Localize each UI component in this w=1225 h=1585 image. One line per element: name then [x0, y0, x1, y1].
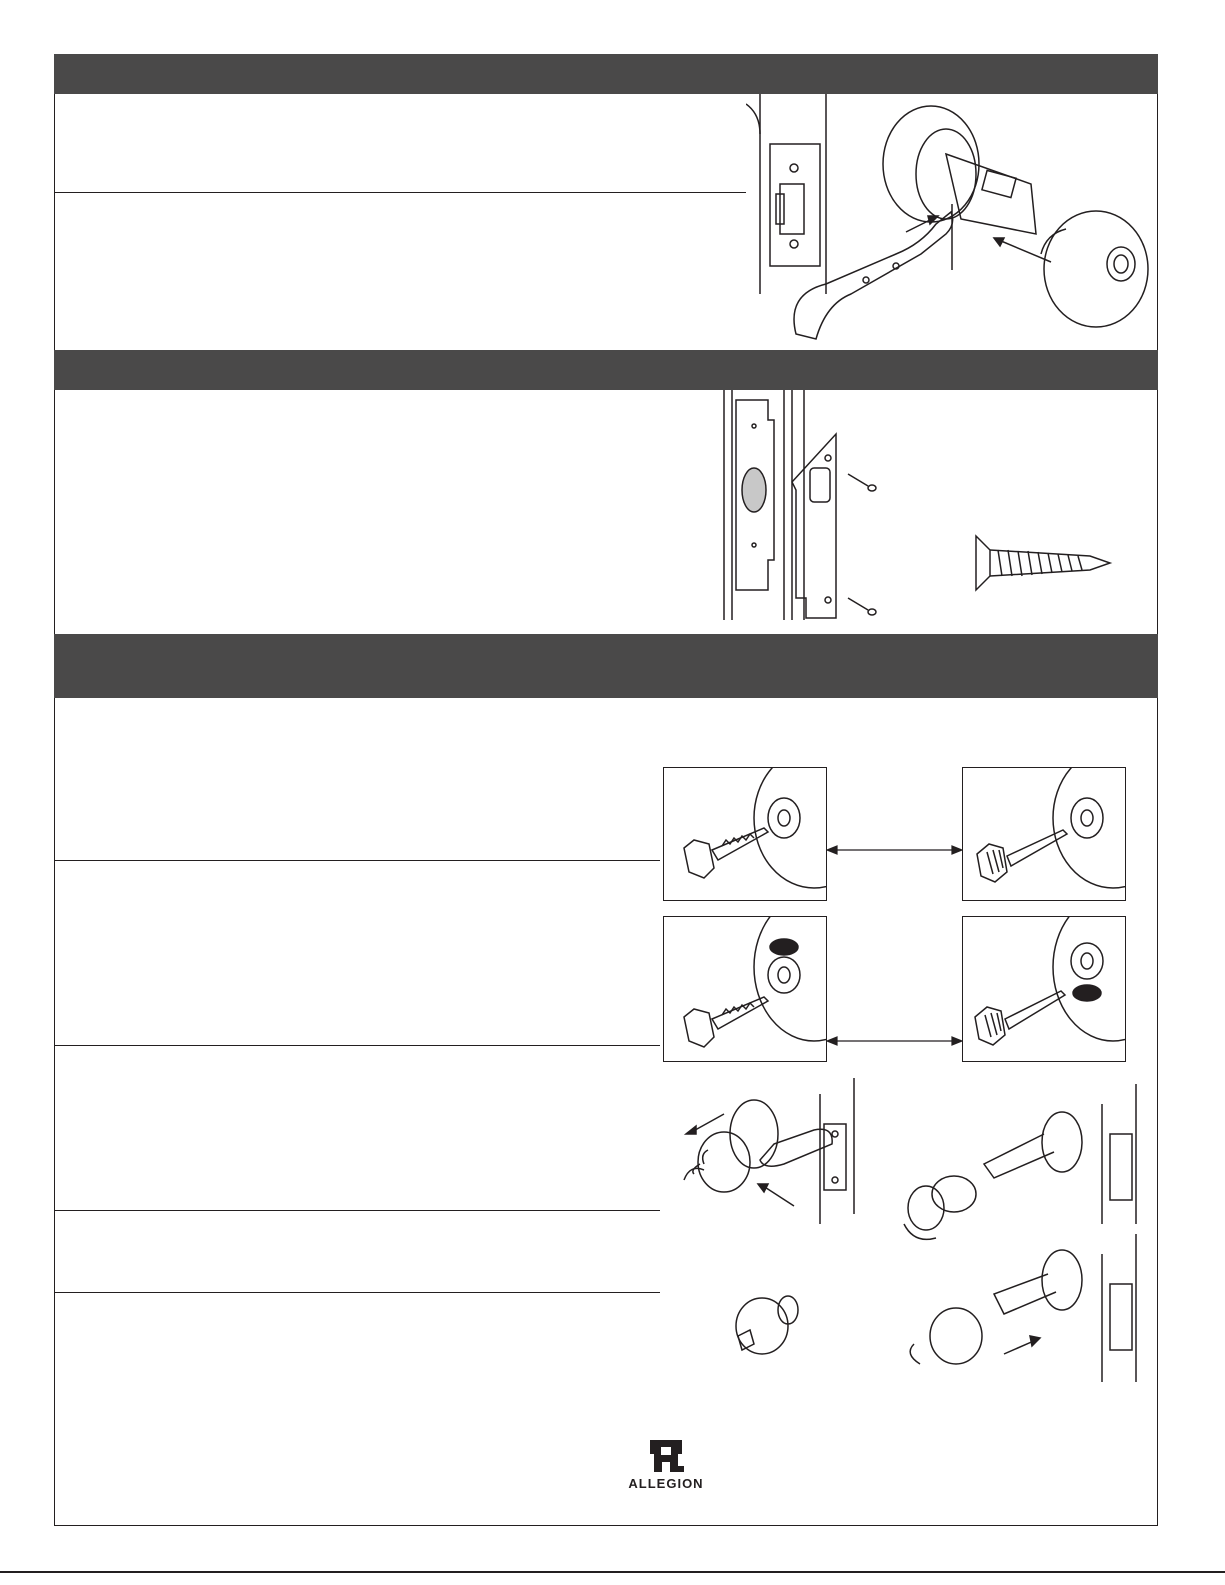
strike-install-figure [718, 390, 1158, 632]
double-arrow-icon [827, 842, 962, 858]
key-orientation-box-3 [663, 916, 827, 1062]
lever-tool-icon [794, 212, 953, 339]
section-header-bar-1 [54, 54, 1158, 94]
knob-icon [1041, 211, 1148, 327]
divider-rule [54, 1210, 660, 1211]
page-bottom-rule [0, 1571, 1225, 1573]
key-icon [977, 830, 1067, 882]
divider-rule [54, 1045, 660, 1046]
key-icon [738, 1330, 754, 1350]
key-orientation-box-2 [962, 767, 1126, 901]
brand-wordmark: ALLEGION [628, 1476, 704, 1491]
strike-plate-icon [792, 434, 836, 618]
section-header-bar-3 [54, 634, 1158, 698]
latch-icon [770, 144, 820, 266]
lever-tool-icon [760, 1129, 832, 1166]
key-orientation-box-1 [663, 767, 827, 901]
knob-install-figure [746, 94, 1156, 348]
allegion-logo [616, 1432, 716, 1502]
double-arrow-icon [827, 1033, 962, 1049]
divider-rule [54, 860, 660, 861]
allegion-logo-mark [616, 1432, 716, 1476]
key-orientation-box-4 [962, 916, 1126, 1062]
section-header-bar-2 [54, 350, 1158, 390]
divider-rule [54, 192, 746, 193]
rotate-arrow-icon [904, 1224, 936, 1239]
divider-rule [54, 1292, 660, 1293]
key-icon [684, 997, 768, 1047]
knob-removal-figure [664, 1074, 1154, 1386]
wood-screw-icon [976, 536, 1110, 590]
key-icon [975, 991, 1065, 1045]
